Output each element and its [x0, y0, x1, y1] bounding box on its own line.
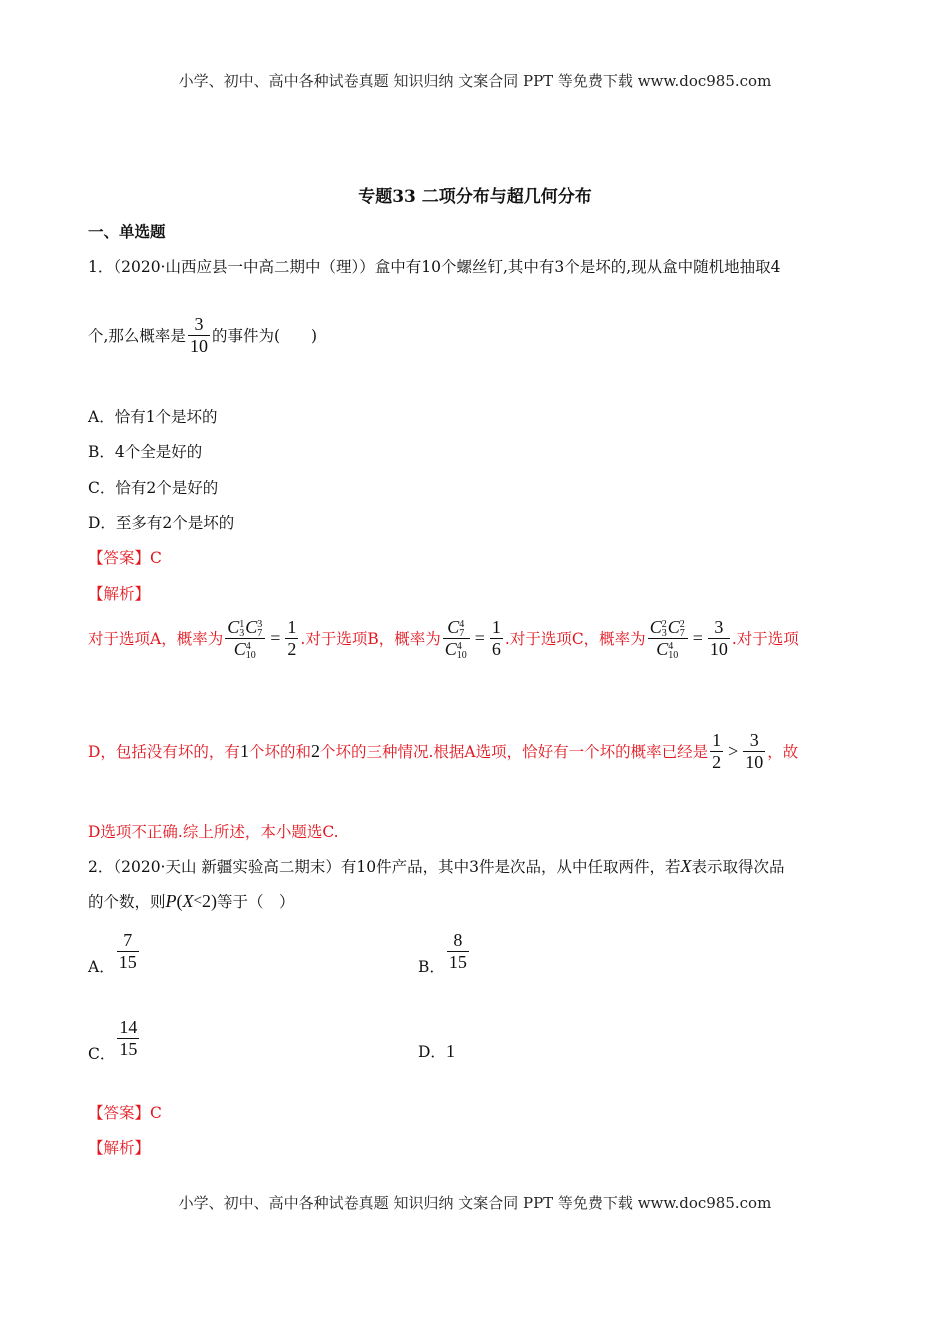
q1-option-a: A．恰有1个是坏的 — [88, 408, 218, 426]
q2-stem2-post: 等于（ ） — [216, 893, 295, 911]
q2-option-d: D． 1 — [418, 1040, 455, 1061]
q1-stem-frac-den: 10 — [189, 335, 208, 356]
sol2-two: 2 — [310, 740, 320, 761]
formula-c-left: C 2 3 C 2 7 C 4 10 — [648, 617, 688, 660]
q1-solution-line1: 对于选项A，概率为 C 1 3 C 3 7 C 4 10 = $\frac{1}{2}$ .对于选项B，概率为 C 4 7 C 4 10 = $\frac{1}{6}$ .对于选项C，概率为 C 2 3 C 2 7 C 4 10 = $\frac{3}{10}$ .对于选项 — [88, 617, 799, 661]
q2-stem-line2: 的个数，则 P ( X < 2 ) 等于（ ） — [88, 890, 295, 911]
q2-stem-var: X — [680, 855, 692, 876]
q2-option-a: A． $\frac{7}{15}$ — [88, 929, 137, 976]
q2-answer: 【答案】C — [88, 1104, 162, 1122]
formula-d-right: $\frac{3}{10}$ — [745, 730, 764, 772]
q1-solution-line3: D选项不正确.综上所述，本小题选C. — [88, 823, 339, 841]
q2-option-c: C． $\frac{14}{15}$ — [88, 1016, 138, 1063]
q1-analysis-label: 【解析】 — [88, 585, 151, 603]
section-heading: 一、单选题 — [88, 222, 166, 241]
q1-answer: 【答案】C — [88, 549, 162, 567]
sol1-text-a: 对于选项A，概率为 — [88, 630, 224, 649]
q2-option-c-fraction: $\frac{14}{15}$ — [119, 1016, 138, 1059]
formula-d-left: $\frac{1}{2}$ — [712, 730, 722, 772]
sol2-text-b: 个坏的和 — [248, 743, 311, 762]
formula-c-right: $\frac{3}{10}$ — [709, 617, 728, 659]
q2-analysis-label: 【解析】 — [88, 1139, 151, 1157]
sol2-text-a: D，包括没有坏的，有 — [88, 743, 240, 762]
q1-option-b: B．4个全是好的 — [88, 443, 203, 461]
formula-b-left: C 4 7 C 4 10 — [443, 617, 470, 660]
q1-stem-frac-num: 3 — [194, 314, 204, 334]
q1-stem-post: 的事件为( ) — [211, 327, 318, 346]
formula-a-right: $\frac{1}{2}$ — [287, 617, 297, 659]
sol2-text-d: ，故 — [767, 743, 799, 762]
q1-solution-line2: D，包括没有坏的，有 1 个坏的和 2 个坏的三种情况.根据A选项，恰好有一个坏的概率已经是 $\frac{1}{2}$ > $\frac{3}{10}$ ，故 — [88, 730, 799, 772]
q1-stem-line2 — [88, 314, 317, 356]
q1-option-d: D．至多有2个是坏的 — [88, 514, 235, 532]
q2-option-b: B． $\frac{8}{15}$ — [418, 929, 467, 976]
q1-stem-fraction — [188, 314, 210, 356]
sol1-text-b: .对于选项B，概率为 — [300, 630, 441, 649]
q2-stem-line1 — [88, 855, 785, 877]
page-footer: 小学、初中、高中各种试卷真题 知识归纳 文案合同 PPT 等免费下载 www.doc985.com — [178, 1194, 772, 1212]
page-title: 专题33 二项分布与超几何分布 — [358, 187, 592, 207]
q2-option-a-fraction: $\frac{7}{15}$ — [118, 929, 137, 972]
formula-a-left: C 1 3 C 3 7 C 4 10 — [225, 617, 265, 660]
q1-stem-pre: 个,那么概率是 — [88, 327, 186, 346]
q1-stem-line1: 1．（2020·山西应县一中高二期中（理））盒中有10个螺丝钉,其中有3个是坏的,现从盒中随机地抽取4 — [88, 258, 781, 276]
q2-option-b-fraction: $\frac{8}{15}$ — [448, 929, 467, 972]
sol1-text-c: .对于选项C，概率为 — [504, 630, 646, 649]
q2-stem2-pre: 的个数，则 — [88, 893, 166, 911]
page-header: 小学、初中、高中各种试卷真题 知识归纳 文案合同 PPT 等免费下载 www.doc985.com — [178, 72, 772, 90]
sol2-one: 1 — [239, 740, 249, 761]
formula-b-right: $\frac{1}{6}$ — [491, 617, 501, 659]
q2-stem-post: 表示取得次品 — [691, 858, 785, 876]
q2-stem-text: 2．（2020·天山 新疆实验高二期末）有10件产品，其中3件是次品，从中任取两件，若 — [88, 858, 681, 876]
sol1-text-d: .对于选项 — [731, 630, 799, 649]
sol2-text-c: 个坏的三种情况.根据A选项，恰好有一个坏的概率已经是 — [319, 743, 709, 762]
q1-option-c: C．恰有2个是好的 — [88, 479, 219, 497]
